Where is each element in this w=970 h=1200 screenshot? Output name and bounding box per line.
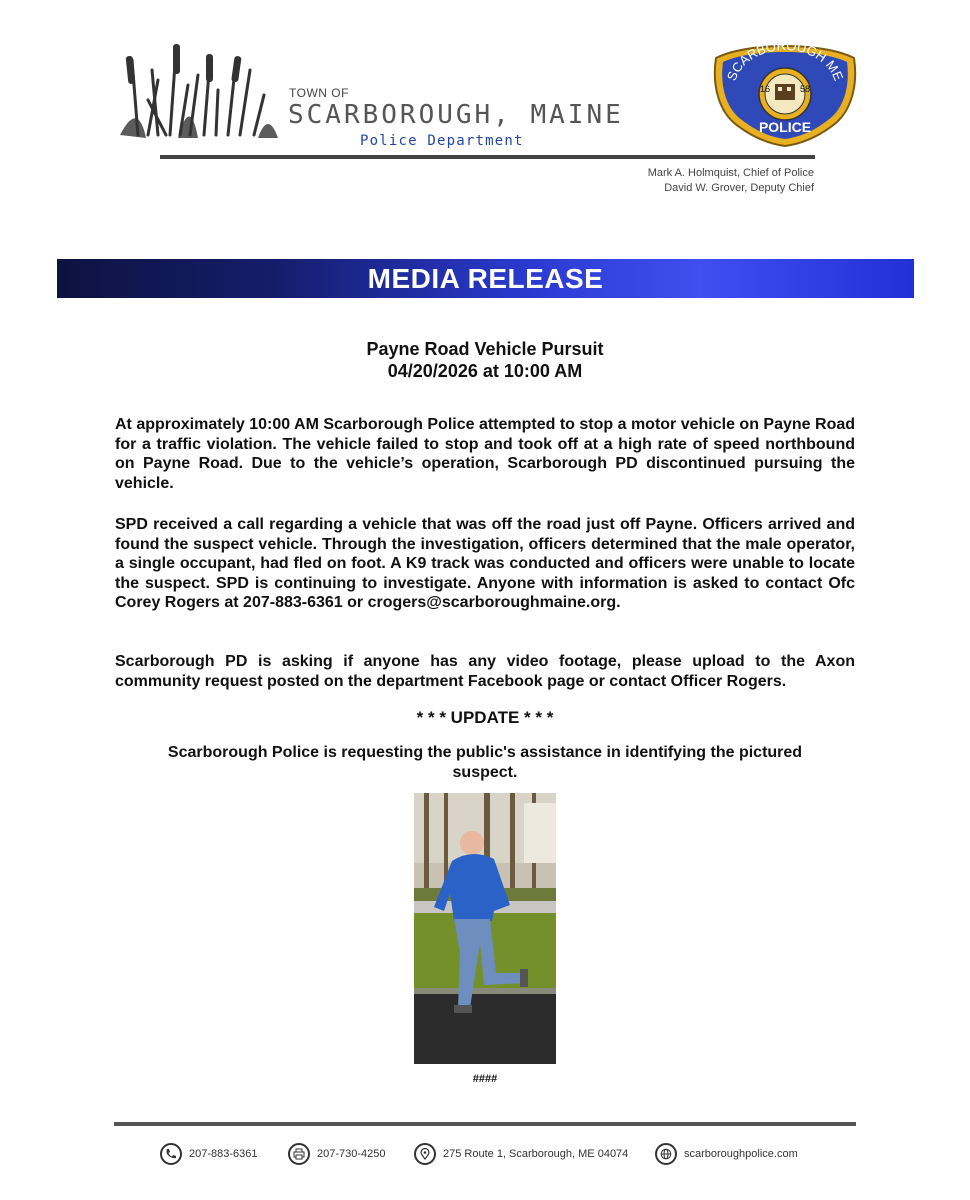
footer-address-text: 275 Route 1, Scarborough, ME 04074 <box>443 1148 629 1160</box>
footer-website[interactable] <box>655 1142 798 1166</box>
fax-icon <box>288 1143 310 1165</box>
footer-fax-text: 207-730-4250 <box>317 1148 386 1160</box>
release-title: Payne Road Vehicle Pursuit <box>366 339 604 359</box>
footer-fax <box>288 1142 386 1166</box>
cattail-logo <box>118 40 288 140</box>
police-badge <box>712 44 858 148</box>
suspect-photo <box>414 793 556 1064</box>
deputy-name: David W. Grover, Deputy Chief <box>664 182 814 194</box>
end-mark: #### <box>472 1073 498 1085</box>
department-name: Police Department <box>360 133 524 149</box>
paragraph-3: Scarborough PD is asking if anyone has any video footage, please upload to the Axon community request posted on the department Facebook page or contact Officer Rogers. <box>115 653 855 690</box>
badge-bottom-text: POLICE <box>758 119 812 135</box>
badge-top-text: SCARBOROUGH ME <box>723 44 847 83</box>
footer-divider <box>114 1122 856 1126</box>
phone-icon <box>160 1143 182 1165</box>
town-name: SCARBOROUGH, MAINE <box>288 100 624 130</box>
paragraph-1: At approximately 10:00 AM Scarborough Police attempted to stop a motor vehicle on Payne Road for a traffic violation. The vehicle failed to stop and took off at a high rate of speed northbound on Payne Road. Due to the vehicle’s operation, Scarborough PD discontinued pursuing the vehicle. <box>115 416 856 492</box>
media-release-banner <box>57 259 914 298</box>
footer-website-link[interactable]: scarboroughpolice.com <box>684 1148 798 1160</box>
badge-right-year: 58 <box>799 84 811 94</box>
chief-name: Mark A. Holmquist, Chief of Police <box>647 167 814 179</box>
globe-icon <box>655 1143 677 1165</box>
release-datetime: 04/20/2026 at 10:00 AM <box>387 361 583 381</box>
banner-label: MEDIA RELEASE <box>367 262 604 294</box>
footer-phone <box>160 1142 258 1166</box>
badge-left-year: 16 <box>759 84 771 94</box>
location-pin-icon <box>414 1143 436 1165</box>
paragraph-2: SPD received a call regarding a vehicle that was off the road just off Payne. Officers arrived and found the suspect vehicle. Through the investigation, officers determined that the male operator, a single occupant, had fled on foot. A K9 track was conducted and officers were unable to locate the suspect. SPD is continuing to investigate. Anyone with information is asked to contact Ofc Corey Rogers at 207-883-6361 or crogers@scarboroughmaine.org. <box>115 516 855 611</box>
footer-phone-text: 207-883-6361 <box>189 1148 258 1160</box>
release-title-block <box>0 338 970 382</box>
chief-names <box>648 166 814 196</box>
footer-address <box>414 1142 628 1166</box>
update-heading: * * * UPDATE * * * <box>416 708 554 727</box>
town-of-label: TOWN OF <box>289 86 349 100</box>
header-divider <box>160 155 815 159</box>
update-text: Scarborough Police is requesting the public's assistance in identifying the pictured suspect. <box>167 744 803 781</box>
